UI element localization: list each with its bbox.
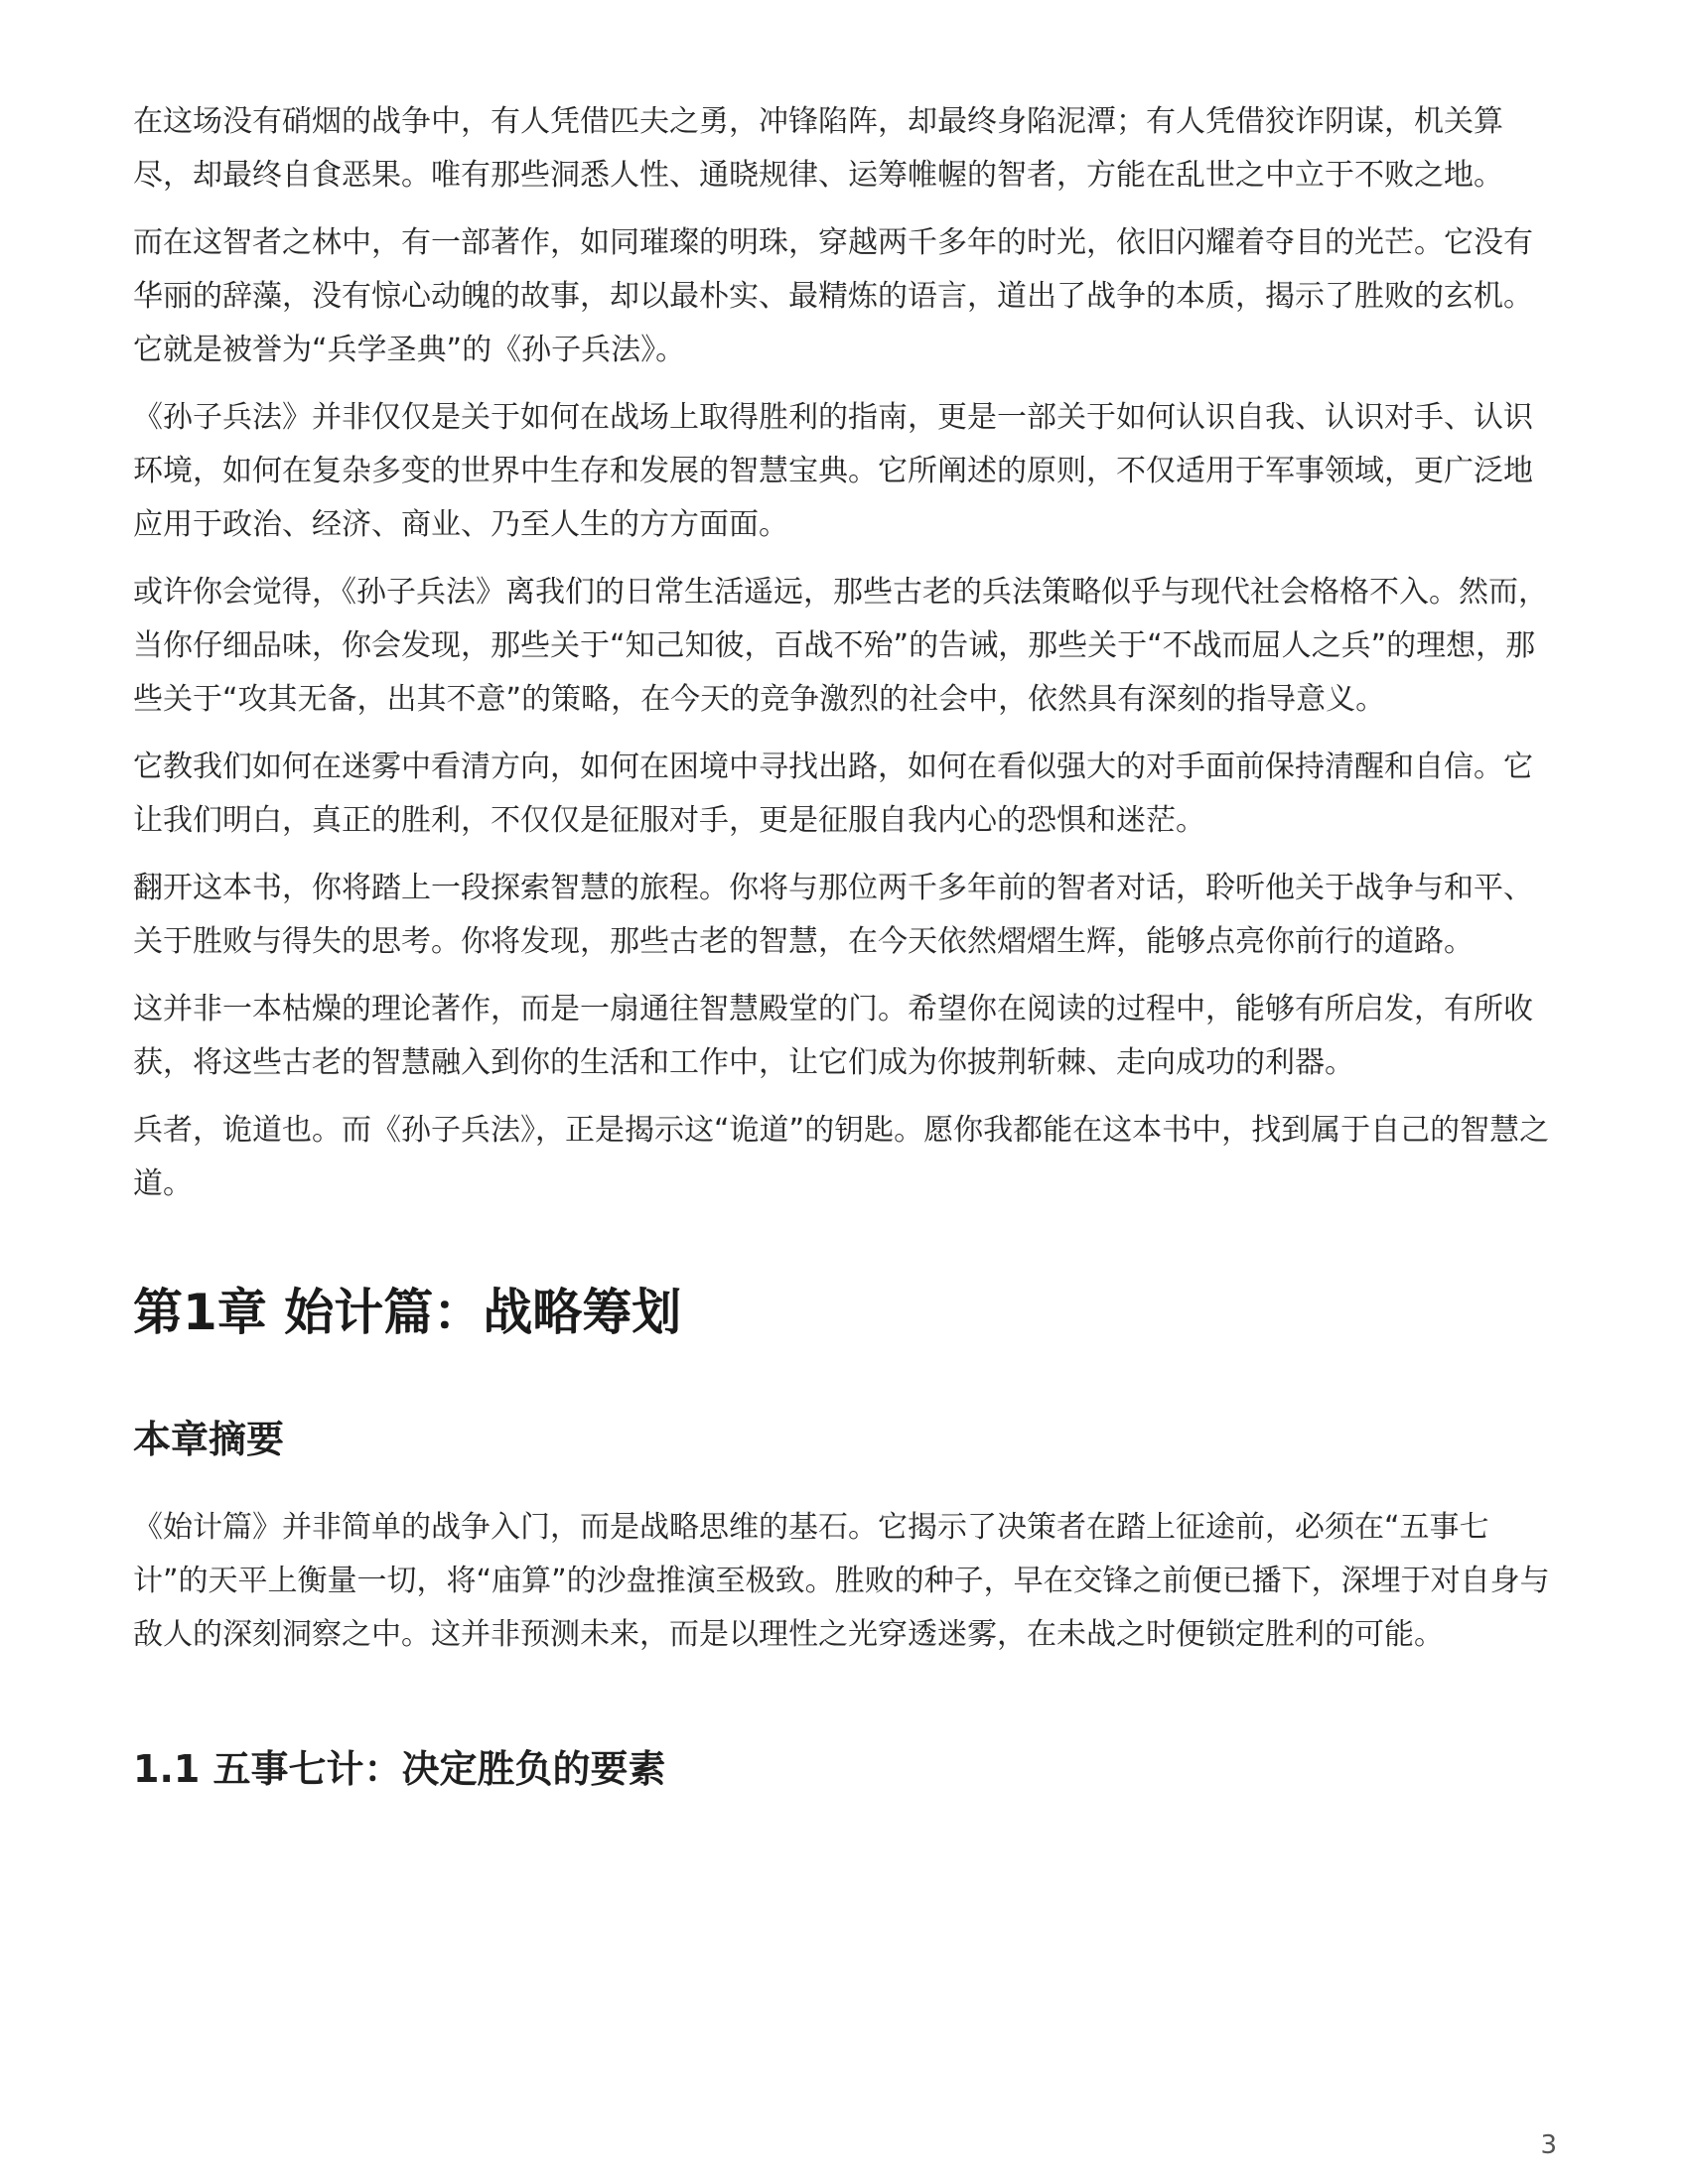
intro-paragraph: 《孙子兵法》并非仅仅是关于如何在战场上取得胜利的指南，更是一部关于如何认识自我、认识对手、认识环境，如何在复杂多变的世界中生存和发展的智慧宝典。它所阐述的原则，不仅适用于军事领域，更广泛地应用于政治、经济、商业、乃至人生的方方面面。 <box>133 400 1533 542</box>
section-title: 1.1 五事七计：决定胜负的要素 <box>133 1747 666 1791</box>
page-number: 3 <box>1540 2130 1557 2160</box>
intro-paragraph: 翻开这本书，你将踏上一段探索智慧的旅程。你将与那位两千多年前的智者对话，聆听他关于战争与和平、关于胜败与得失的思考。你将发现，那些古老的智慧，在今天依然熠熠生辉，能够点亮你前行的道路。 <box>133 871 1533 959</box>
intro-paragraph: 这并非一本枯燥的理论著作，而是一扇通往智慧殿堂的门。希望你在阅读的过程中，能够有所启发，有所收获，将这些古老的智慧融入到你的生活和工作中，让它们成为你披荆斩棘、走向成功的利器。 <box>133 992 1533 1080</box>
intro-paragraph: 而在这智者之林中，有一部著作，如同璀璨的明珠，穿越两千多年的时光，依旧闪耀着夺目的光芒。它没有华丽的辞藻，没有惊心动魄的故事，却以最朴实、最精炼的语言，道出了战争的本质，揭示了胜败的玄机。它就是被誉为“兵学圣典”的《孙子兵法》。 <box>133 225 1533 367</box>
chapter-title: 第1章 始计篇：战略筹划 <box>133 1284 682 1341</box>
intro-paragraph: 兵者，诡道也。而《孙子兵法》，正是揭示这“诡道”的钥匙。愿你我都能在这本书中，找到属于自己的智慧之道。 <box>133 1113 1550 1201</box>
intro-paragraph: 它教我们如何在迷雾中看清方向，如何在困境中寻找出路，如何在看似强大的对手面前保持清醒和自信。它让我们明白，真正的胜利，不仅仅是征服对手，更是征服自我内心的恐惧和迷茫。 <box>133 750 1533 838</box>
summary-paragraph: 《始计篇》并非简单的战争入门，而是战略思维的基石。它揭示了决策者在踏上征途前，必须在“五事七计”的天平上衡量一切，将“庙算”的沙盘推演至极致。胜败的种子，早在交锋之前便已播下，深埋于对自身与敌人的深刻洞察之中。这并非预测未来，而是以理性之光穿透迷雾，在未战之时便锁定胜利的可能。 <box>133 1510 1550 1652</box>
intro-paragraph: 或许你会觉得，《孙子兵法》离我们的日常生活遥远，那些古老的兵法策略似乎与现代社会格格不入。然而，当你仔细品味，你会发现，那些关于“知己知彼，百战不殆”的告诫，那些关于“不战而屈人之兵”的理想，那些关于“攻其无备，出其不意”的策略，在今天的竞争激烈的社会中，依然具有深刻的指导意义。 <box>133 575 1548 717</box>
summary-heading: 本章摘要 <box>133 1418 285 1461</box>
document-page <box>133 95 1559 1795</box>
intro-paragraph: 在这场没有硝烟的战争中，有人凭借匹夫之勇，冲锋陷阵，却最终身陷泥潭；有人凭借狡诈阴谋，机关算尽，却最终自食恶果。唯有那些洞悉人性、通晓规律、运筹帷幄的智者，方能在乱世之中立于不败之地。 <box>133 104 1503 193</box>
